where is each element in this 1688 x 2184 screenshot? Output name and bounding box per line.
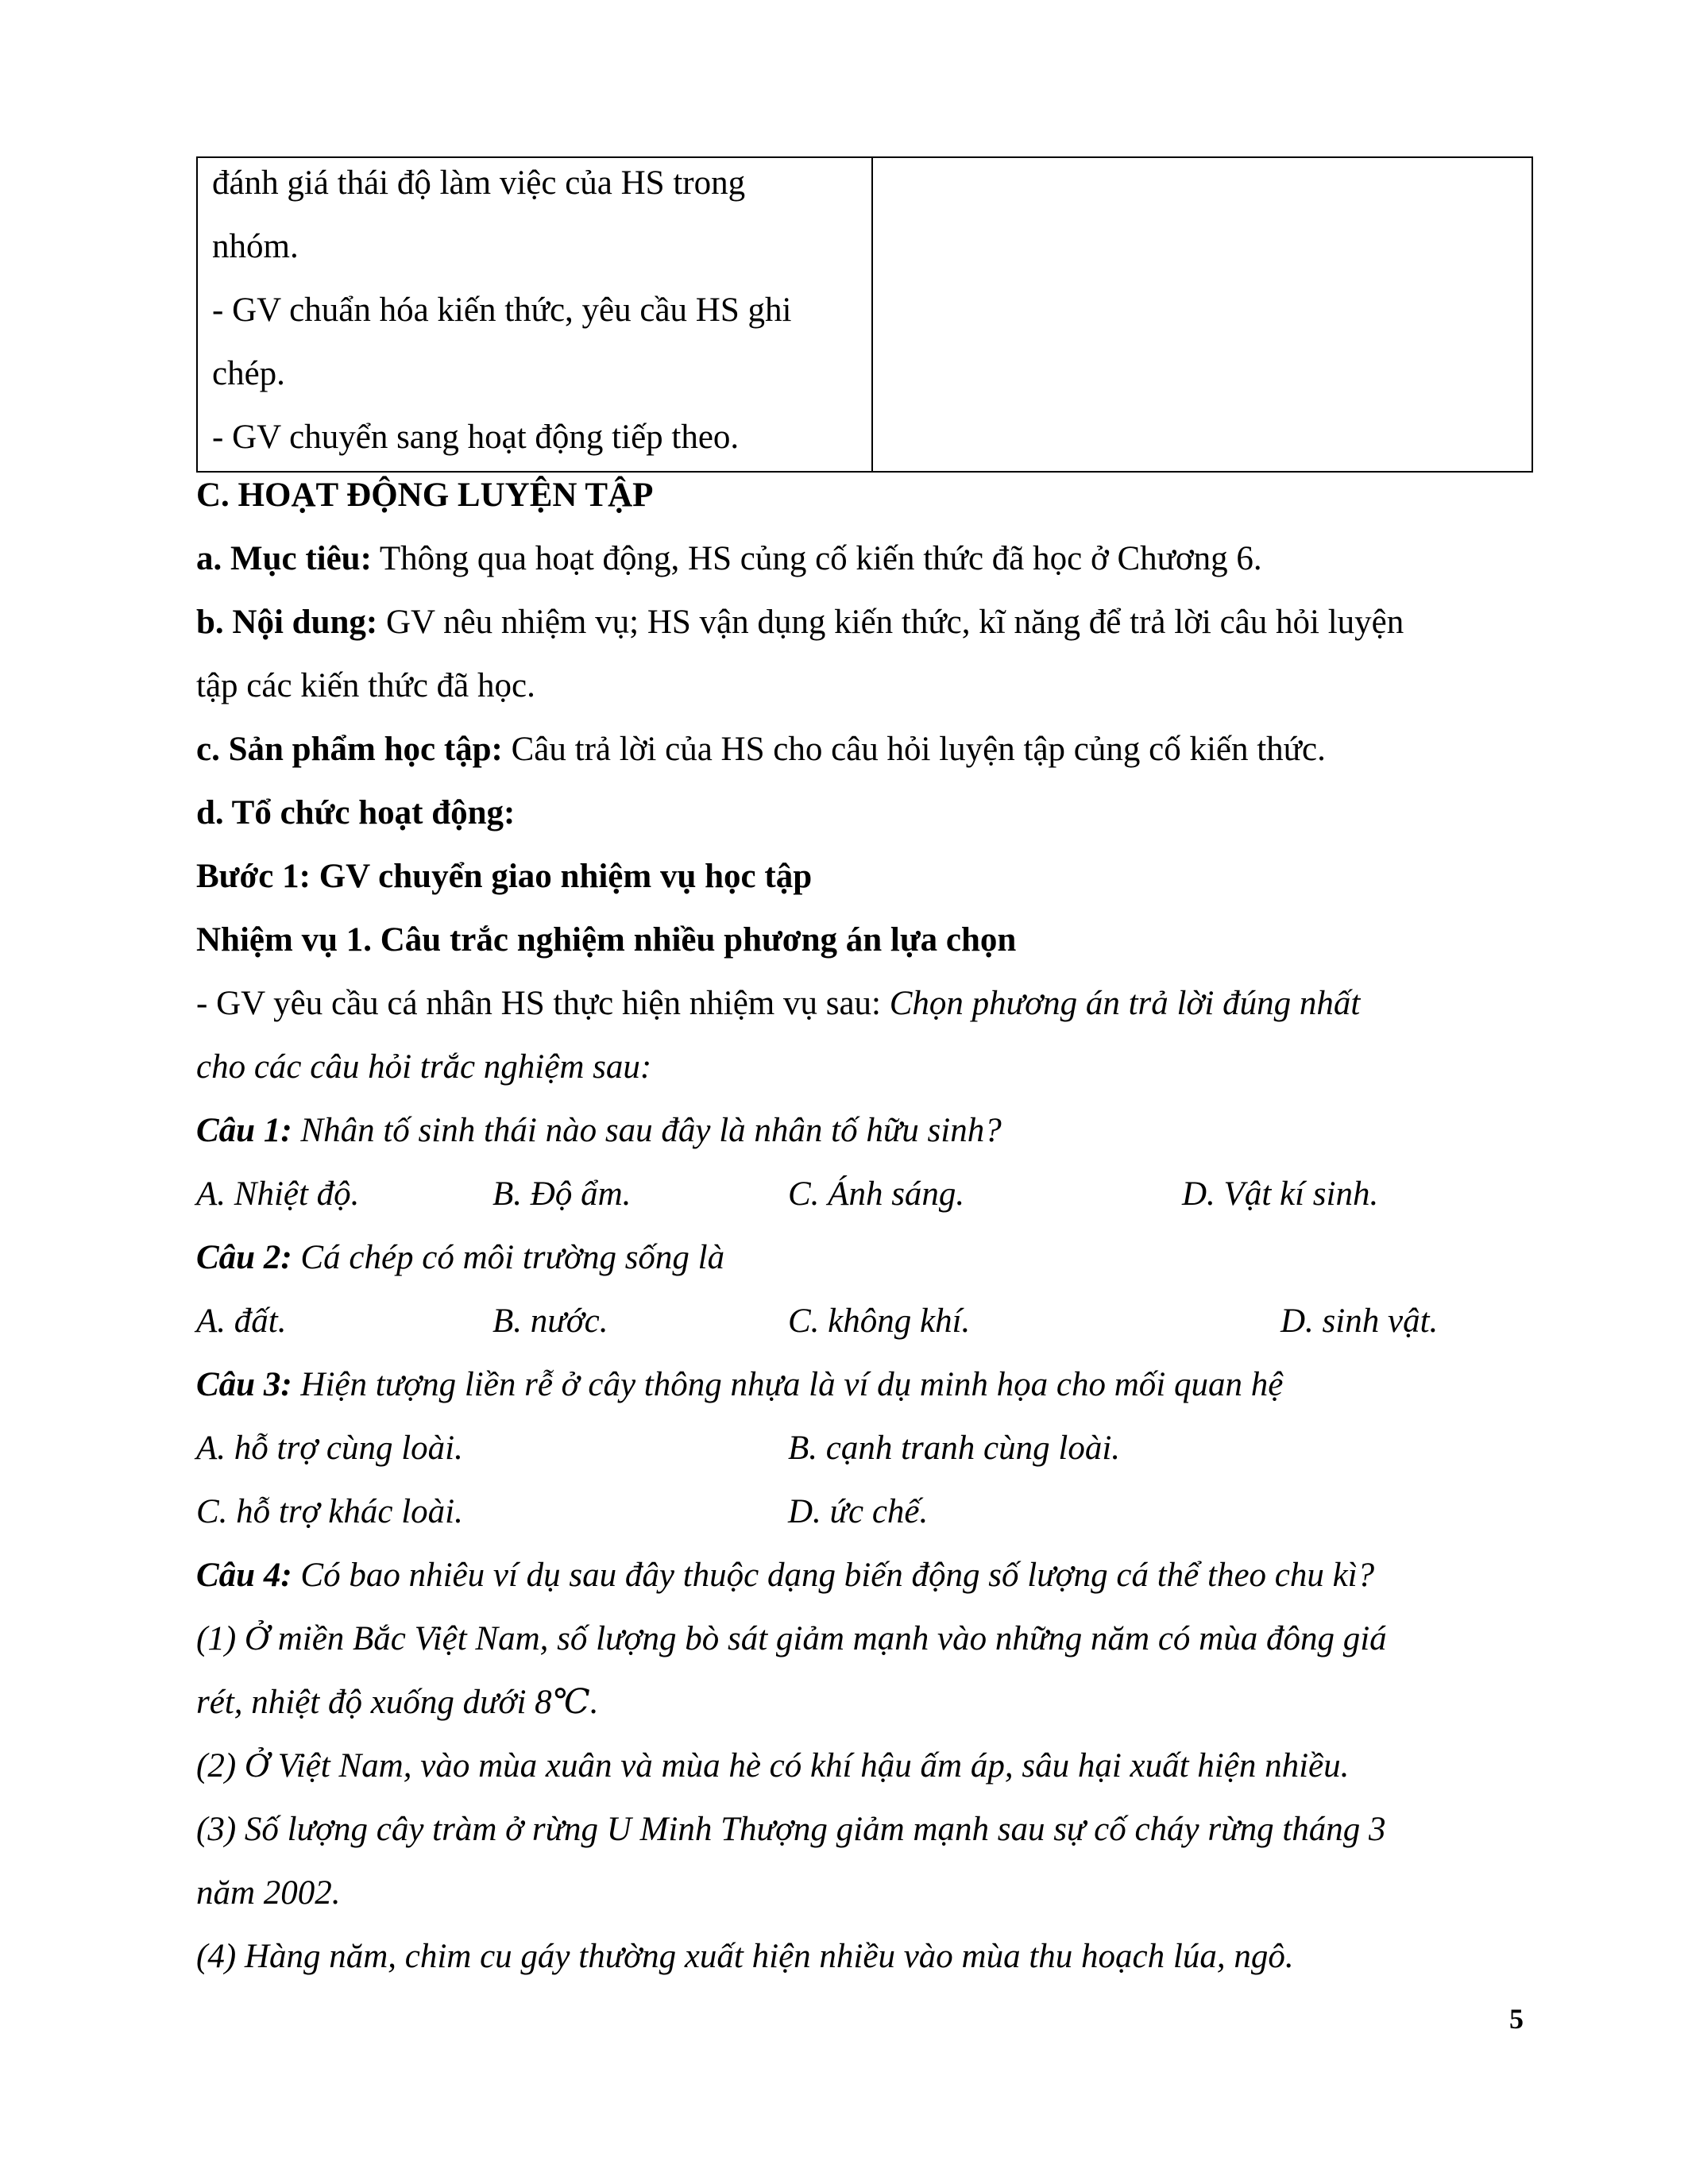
q2-option-c: C. không khí. xyxy=(788,1302,971,1340)
q4-example-3-line-2: năm 2002. xyxy=(196,1874,341,1912)
table-cell-left xyxy=(198,158,873,471)
question-3 xyxy=(196,1368,1283,1402)
q4-example-3-line-1: (3) Số lượng cây tràm ở rừng U Minh Thượng giảm mạnh sau sự cố cháy rừng tháng 3 xyxy=(196,1811,1386,1848)
intro-plain: - GV yêu cầu cá nhân HS thực hiện nhiệm vụ sau: xyxy=(196,985,890,1022)
q4-example-4: (4) Hàng năm, chim cu gáy thường xuất hiện nhiều vào mùa thu hoạch lúa, ngô. xyxy=(196,1938,1294,1975)
objective-text: Thông qua hoạt động, HS củng cố kiến thức đã học ở Chương 6. xyxy=(371,540,1262,577)
intro-line-1 xyxy=(196,986,1360,1021)
question-1-label: Câu 1: xyxy=(196,1112,292,1149)
question-3-text: Hiện tượng liền rễ ở cây thông nhựa là ví dụ minh họa cho mối quan hệ xyxy=(292,1366,1284,1403)
intro-italic-1: Chọn phương án trả lời đúng nhất xyxy=(889,985,1361,1022)
content-line-1 xyxy=(196,605,1404,639)
content-text-1: GV nêu nhiệm vụ; HS vận dụng kiến thức, kĩ năng để trả lời câu hỏi luyện xyxy=(377,604,1404,641)
q1-option-b: B. Độ ẩm. xyxy=(492,1175,632,1213)
q3-option-c: C. hỗ trợ khác loài. xyxy=(196,1493,463,1530)
q2-option-d: D. sinh vật. xyxy=(1280,1302,1439,1340)
q2-option-b: B. nước. xyxy=(492,1302,608,1340)
table-text-line-2: nhóm. xyxy=(212,228,299,265)
question-4-label: Câu 4: xyxy=(196,1557,292,1594)
question-1 xyxy=(196,1113,1002,1148)
q3-option-b: B. cạnh tranh cùng loài. xyxy=(788,1430,1121,1467)
product-label: c. Sản phẩm học tập: xyxy=(196,731,503,768)
question-2-text: Cá chép có môi trường sống là xyxy=(292,1239,725,1276)
q4-example-2: (2) Ở Việt Nam, vào mùa xuân và mùa hè có khí hậu ấm áp, sâu hại xuất hiện nhiều. xyxy=(196,1747,1350,1785)
table-text-line-5: - GV chuyển sang hoạt động tiếp theo. xyxy=(212,419,740,456)
question-2 xyxy=(196,1241,724,1275)
table-text-line-4: chép. xyxy=(212,355,285,392)
question-4 xyxy=(196,1558,1374,1592)
table-text-line-1 xyxy=(212,166,859,200)
q3-option-a: A. hỗ trợ cùng loài. xyxy=(196,1430,463,1467)
q1-option-a: A. Nhiệt độ. xyxy=(196,1175,360,1213)
table-cell-right xyxy=(873,158,1532,471)
page-number: 5 xyxy=(1509,2003,1524,2035)
step1-heading: Bước 1: GV chuyển giao nhiệm vụ học tập xyxy=(196,858,813,895)
task1-heading: Nhiệm vụ 1. Câu trắc nghiệm nhiều phương án lựa chọn xyxy=(196,921,1017,959)
question-4-text: Có bao nhiêu ví dụ sau đây thuộc dạng biến động số lượng cá thể theo chu kì? xyxy=(292,1557,1375,1594)
content-line-2: tập các kiến thức đã học. xyxy=(196,667,535,704)
product-text: Câu trả lời của HS cho câu hỏi luyện tập củng cố kiến thức. xyxy=(502,731,1326,768)
question-3-label: Câu 3: xyxy=(196,1366,292,1403)
table-text-line-3: - GV chuẩn hóa kiến thức, yêu cầu HS ghi xyxy=(212,291,792,329)
organization-heading: d. Tổ chức hoạt động: xyxy=(196,794,516,832)
section-heading: C. HOẠT ĐỘNG LUYỆN TẬP xyxy=(196,477,654,514)
q1-option-c: C. Ánh sáng. xyxy=(788,1175,965,1213)
objective-line xyxy=(196,542,1262,576)
question-2-label: Câu 2: xyxy=(196,1239,292,1276)
q4-example-1-line-1: (1) Ở miền Bắc Việt Nam, số lượng bò sát giảm mạnh vào những năm có mùa đông giá xyxy=(196,1620,1387,1657)
product-line xyxy=(196,732,1326,766)
q4-example-1-line-2: rét, nhiệt độ xuống dưới 8℃. xyxy=(196,1684,599,1721)
table-text: đánh giá thái độ làm việc của HS trong xyxy=(212,164,746,202)
q1-option-d: D. Vật kí sinh. xyxy=(1182,1175,1379,1213)
content-label: b. Nội dung: xyxy=(196,604,378,641)
question-1-text: Nhân tố sinh thái nào sau đây là nhân tố hữu sinh? xyxy=(292,1112,1002,1149)
q3-option-d: D. ức chế. xyxy=(788,1493,929,1530)
q2-option-a: A. đất. xyxy=(196,1302,287,1340)
objective-label: a. Mục tiêu: xyxy=(196,540,372,577)
continued-table xyxy=(196,156,1533,473)
intro-line-2: cho các câu hỏi trắc nghiệm sau: xyxy=(196,1048,652,1086)
